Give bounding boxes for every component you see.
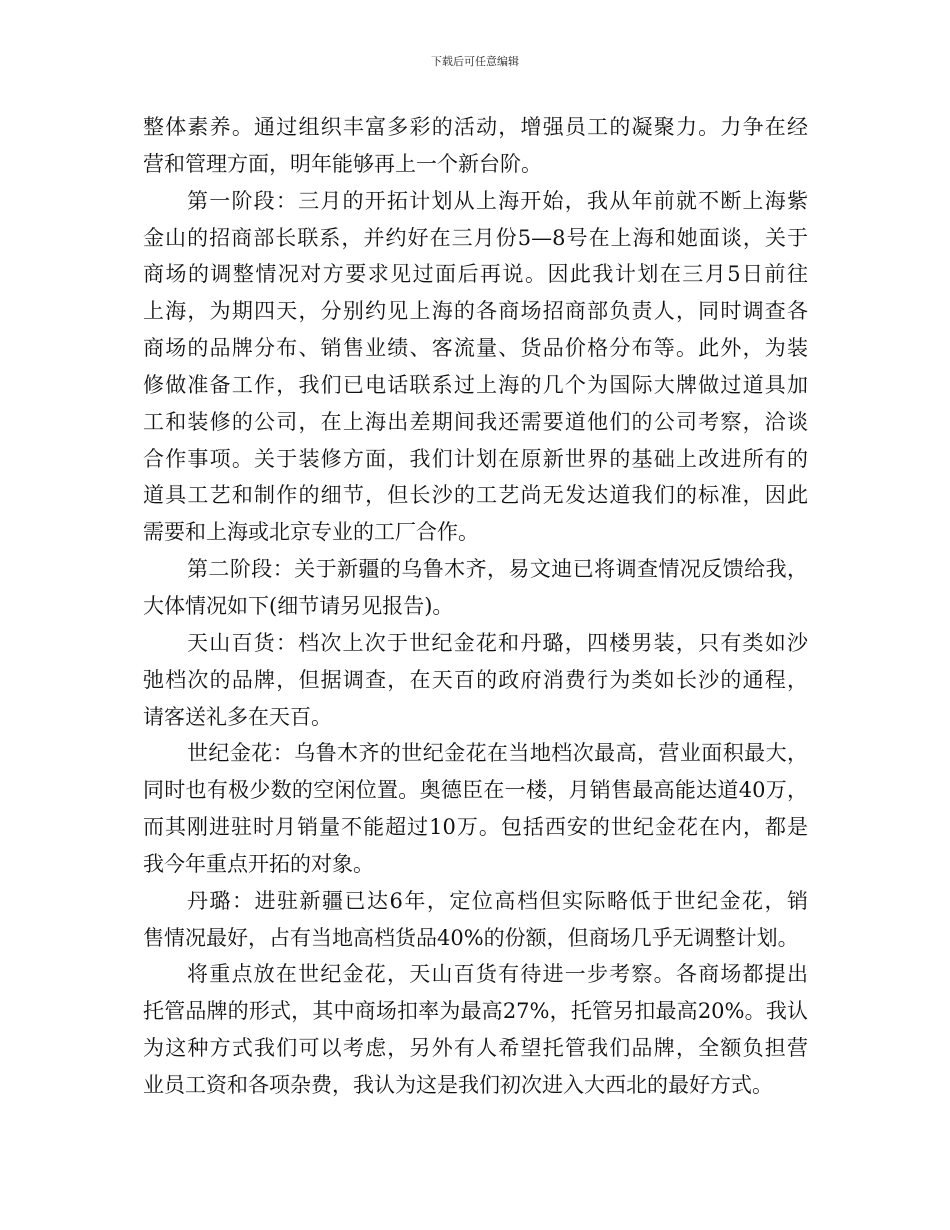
text-line: 整体素养。通过组织丰富多彩的活动，增强员工的凝聚力。力争在经 bbox=[143, 115, 808, 139]
text-line: 弛档次的品牌，但据调查，在天百的政府消费行为类如长沙的通程， bbox=[143, 667, 808, 692]
text-line: 上海，为期四天，分别约见上海的各商场招商部负责人，同时调查各 bbox=[143, 299, 808, 324]
text-line: 商场的品牌分布、销售业绩、客流量、货品价格分布等。此外，为装 bbox=[143, 336, 808, 361]
text-line: 商场的调整情况对方要求见过面后再说。因此我计划在三月5日前往 bbox=[143, 262, 808, 287]
paragraph bbox=[143, 735, 808, 882]
text-line: 金山的招商部长联系，并约好在三月份5—8号在上海和她面谈，关于 bbox=[143, 225, 808, 250]
text-line: 同时也有极少数的空闲位置。奥德臣在一楼，月销售最高能达道40万， bbox=[143, 778, 808, 803]
text-line: 工和装修的公司，在上海出差期间我还需要道他们的公司考察，洽谈 bbox=[143, 409, 808, 434]
text-line: 为这种方式我们可以考虑，另外有人希望托管我们品牌，全额负担营 bbox=[143, 1036, 808, 1061]
text-line: 请客送礼多在天百。 bbox=[143, 704, 332, 729]
paragraph bbox=[143, 956, 808, 1103]
text-line: 修做准备工作，我们已电话联系过上海的几个为国际大牌做过道具加 bbox=[143, 372, 808, 397]
text-line: 道具工艺和制作的细节，但长沙的工艺尚无发达道我们的标准，因此 bbox=[143, 483, 808, 508]
text-line: 而其刚进驻时月销量不能超过10万。包括西安的世纪金花在内，都是 bbox=[143, 815, 808, 840]
paragraph bbox=[143, 183, 808, 551]
text-line: 第二阶段：关于新疆的乌鲁木齐，易文迪已将调查情况反馈给我， bbox=[187, 557, 808, 582]
document-body bbox=[143, 109, 808, 1104]
text-line: 托管品牌的形式，其中商场扣率为最高27%，托管另扣最高20%。我认 bbox=[143, 999, 808, 1024]
text-line: 业员工资和各项杂费，我认为这是我们初次进入大西北的最好方式。 bbox=[143, 1072, 773, 1097]
text-line: 营和管理方面，明年能够再上一个新台阶。 bbox=[143, 151, 542, 176]
paragraph bbox=[143, 109, 808, 183]
text-line: 售情况最好，占有当地高档货品40%的份额，但商场几乎无调整计划。 bbox=[143, 925, 799, 950]
text-line: 合作事项。关于装修方面，我们计划在原新世界的基础上改进所有的 bbox=[143, 446, 808, 471]
page-header: 下载后可任意编辑 bbox=[431, 55, 519, 68]
text-line: 将重点放在世纪金花，天山百货有待进一步考察。各商场都提出 bbox=[187, 962, 808, 987]
text-line: 大体情况如下(细节请另见报告)。 bbox=[143, 593, 454, 618]
text-line: 第一阶段：三月的开拓计划从上海开始，我从年前就不断上海紫 bbox=[187, 188, 808, 213]
paragraph bbox=[143, 551, 808, 625]
text-line: 世纪金花：乌鲁木齐的世纪金花在当地档次最高，营业面积最大， bbox=[187, 741, 808, 766]
text-line: 需要和上海或北京专业的工厂合作。 bbox=[143, 520, 479, 545]
text-line: 我今年重点开拓的对象。 bbox=[143, 851, 374, 876]
paragraph bbox=[143, 883, 808, 957]
paragraph bbox=[143, 625, 808, 736]
text-line: 天山百货：档次上次于世纪金花和丹璐，四楼男装，只有类如沙 bbox=[187, 630, 808, 655]
text-line: 丹璐：进驻新疆已达6年，定位高档但实际略低于世纪金花，销 bbox=[187, 888, 808, 913]
